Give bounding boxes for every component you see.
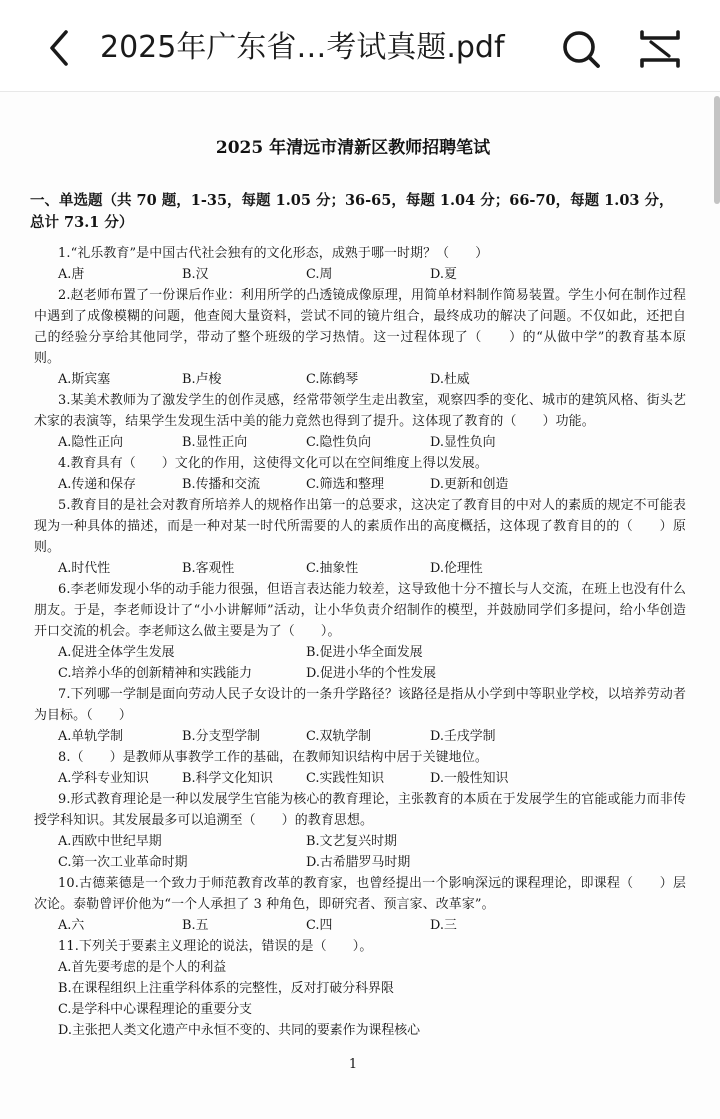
option: A.传递和保存 xyxy=(58,477,136,492)
expand-button[interactable] xyxy=(638,28,682,70)
option: A.首先要考虑的是个人的利益 xyxy=(58,960,227,975)
option: C.实践性知识 xyxy=(306,771,384,786)
question-stem: 4.教育具有（ ）文化的作用，这使得文化可以在空间维度上得以发展。 xyxy=(58,456,488,471)
document-title: 2025年广东省…考试真题.pdf xyxy=(100,30,505,65)
question-stem: 8.（ ）是教师从事教学工作的基础，在教师知识结构中居于关键地位。 xyxy=(58,750,488,765)
top-bar xyxy=(0,0,720,92)
question-stem: 7.下列哪一学制是面向劳动人民子女设计的一条升学路径？该路径是指从小学到中等职业学校，以培养劳动者为目标。（ ） xyxy=(34,687,686,723)
option: B.汉 xyxy=(182,267,209,282)
option: C.第一次工业革命时期 xyxy=(58,855,188,870)
chevron-left-icon xyxy=(40,28,80,68)
option: C.双轨学制 xyxy=(306,729,372,744)
option: C.培养小华的创新精神和实践能力 xyxy=(58,666,252,681)
question-options xyxy=(34,432,686,453)
option: A.促进全体学生发展 xyxy=(58,645,175,660)
expand-icon xyxy=(638,28,682,70)
question-options xyxy=(34,768,686,789)
question-stem: 11.下列关于要素主义理论的说法，错误的是（ ）。 xyxy=(58,939,373,954)
option: D.三 xyxy=(430,918,457,933)
option: B.卢梭 xyxy=(182,372,222,387)
option: D.显性负向 xyxy=(430,435,496,450)
question-options xyxy=(34,369,686,390)
question-options xyxy=(34,558,686,579)
option: D.古希腊罗马时期 xyxy=(306,855,411,870)
question-options xyxy=(34,264,686,285)
question-options xyxy=(34,831,686,852)
option: D.夏 xyxy=(430,267,457,282)
option: B.分支型学制 xyxy=(182,729,261,744)
search-icon xyxy=(560,28,602,70)
question-options xyxy=(34,726,686,747)
question-stem: 6.李老师发现小华的动手能力很强，但语言表达能力较差，这导致他十分不擅长与人交流，在班上也没有什么朋友。于是，李老师设计了“小小讲解师”活动，让小华负责介绍制作的模型，并鼓励同学们多提问，给小华创造开口交流的机会。李老师这么做主要是为了（ ）。 xyxy=(34,582,686,639)
option: B.科学文化知识 xyxy=(182,771,273,786)
option: B.客观性 xyxy=(182,561,235,576)
section-heading: 一、单选题（共 70 题，1-35，每题 1.05 分；36-65，每题 1.04 分；66-70，每题 1.03 分，总计 73.1 分） xyxy=(30,192,674,231)
question-stem: 10.古德莱德是一个致力于师范教育改革的教育家，也曾经提出一个影响深远的课程理论，即课程（ ）层次论。泰勒曾评价他为“一个人承担了 3 种角色，即研究者、预言家、改革家”。 xyxy=(34,876,686,912)
option: C.筛选和整理 xyxy=(306,477,384,492)
question-stem: 5.教育目的是社会对教育所培养人的规格作出第一的总要求，这决定了教育目的中对人的素质的规定不可能表现为一种具体的描述，而是一种对某一时代所需要的人的素质作出的高度概括，这体现了教育目的的（ ）原则。 xyxy=(34,498,686,555)
option: B.促进小华全面发展 xyxy=(306,645,423,660)
option: B.显性正向 xyxy=(182,435,248,450)
option: A.六 xyxy=(58,918,85,933)
option: D.杜威 xyxy=(430,372,470,387)
option: B.文艺复兴时期 xyxy=(306,834,397,849)
option: C.四 xyxy=(306,918,333,933)
option: C.隐性负向 xyxy=(306,435,372,450)
question-options xyxy=(34,852,686,873)
option: C.周 xyxy=(306,267,333,282)
question-options xyxy=(34,663,686,684)
exam-title: 2025 年清远市清新区教师招聘笔试 xyxy=(215,138,491,158)
option: A.西欧中世纪早期 xyxy=(58,834,162,849)
option: A.时代性 xyxy=(58,561,111,576)
question-list xyxy=(34,243,686,1041)
option: D.伦理性 xyxy=(430,561,483,576)
question-stem: 2.赵老师布置了一份课后作业：利用所学的凸透镜成像原理，用简单材料制作简易装置。学生小何在制作过程中遇到了成像模糊的问题，他查阅大量资料，尝试不同的镜片组合，最终成功的解决了问题。不仅如此，还把自己的经验分享给其他同学，带动了整个班级的学习热情。这一过程体现了（ ）的“从做中学”的教育基本原则。 xyxy=(34,288,686,366)
scrollbar[interactable] xyxy=(714,92,720,1119)
question-options xyxy=(34,474,686,495)
question-stem: 9.形式教育理论是一种以发展学生官能为核心的教育理论，主张教育的本质在于发展学生的官能或能力而非传授学科知识。其发展最多可以追溯至（ ）的教育思想。 xyxy=(34,792,686,828)
option: A.唐 xyxy=(58,267,85,282)
option: A.学科专业知识 xyxy=(58,771,149,786)
option: C.是学科中心课程理论的重要分支 xyxy=(58,1002,252,1017)
option: D.促进小华的个性发展 xyxy=(306,666,436,681)
option: A.单轨学制 xyxy=(58,729,123,744)
option: D.主张把人类文化遗产中永恒不变的、共同的要素作为课程核心 xyxy=(58,1023,421,1038)
option: D.更新和创造 xyxy=(430,477,509,492)
page-number: 1 xyxy=(348,1057,358,1072)
question-options xyxy=(34,915,686,936)
search-button[interactable] xyxy=(560,28,602,70)
option: A.斯宾塞 xyxy=(58,372,111,387)
option: C.陈鹤琴 xyxy=(306,372,359,387)
question-stem: 3.某美术教师为了激发学生的创作灵感，经常带领学生走出教室，观察四季的变化、城市的建筑风格、街头艺术家的表演等，结果学生发现生活中美的能力竟然也得到了提升。这体现了教育的（ ）功能。 xyxy=(34,393,686,429)
option: D.壬戌学制 xyxy=(430,729,496,744)
option: B.传播和交流 xyxy=(182,477,261,492)
question-stem: 1.“礼乐教育”是中国古代社会独有的文化形态，成熟于哪一时期？（ ） xyxy=(58,246,489,261)
option: B.在课程组织上注重学科体系的完整性，反对打破分科界限 xyxy=(58,981,394,996)
question-options xyxy=(34,642,686,663)
option: D.一般性知识 xyxy=(430,771,509,786)
option: C.抽象性 xyxy=(306,561,359,576)
option: B.五 xyxy=(182,918,209,933)
scrollbar-thumb[interactable] xyxy=(714,96,720,204)
option: A.隐性正向 xyxy=(58,435,123,450)
back-button[interactable] xyxy=(40,28,80,68)
